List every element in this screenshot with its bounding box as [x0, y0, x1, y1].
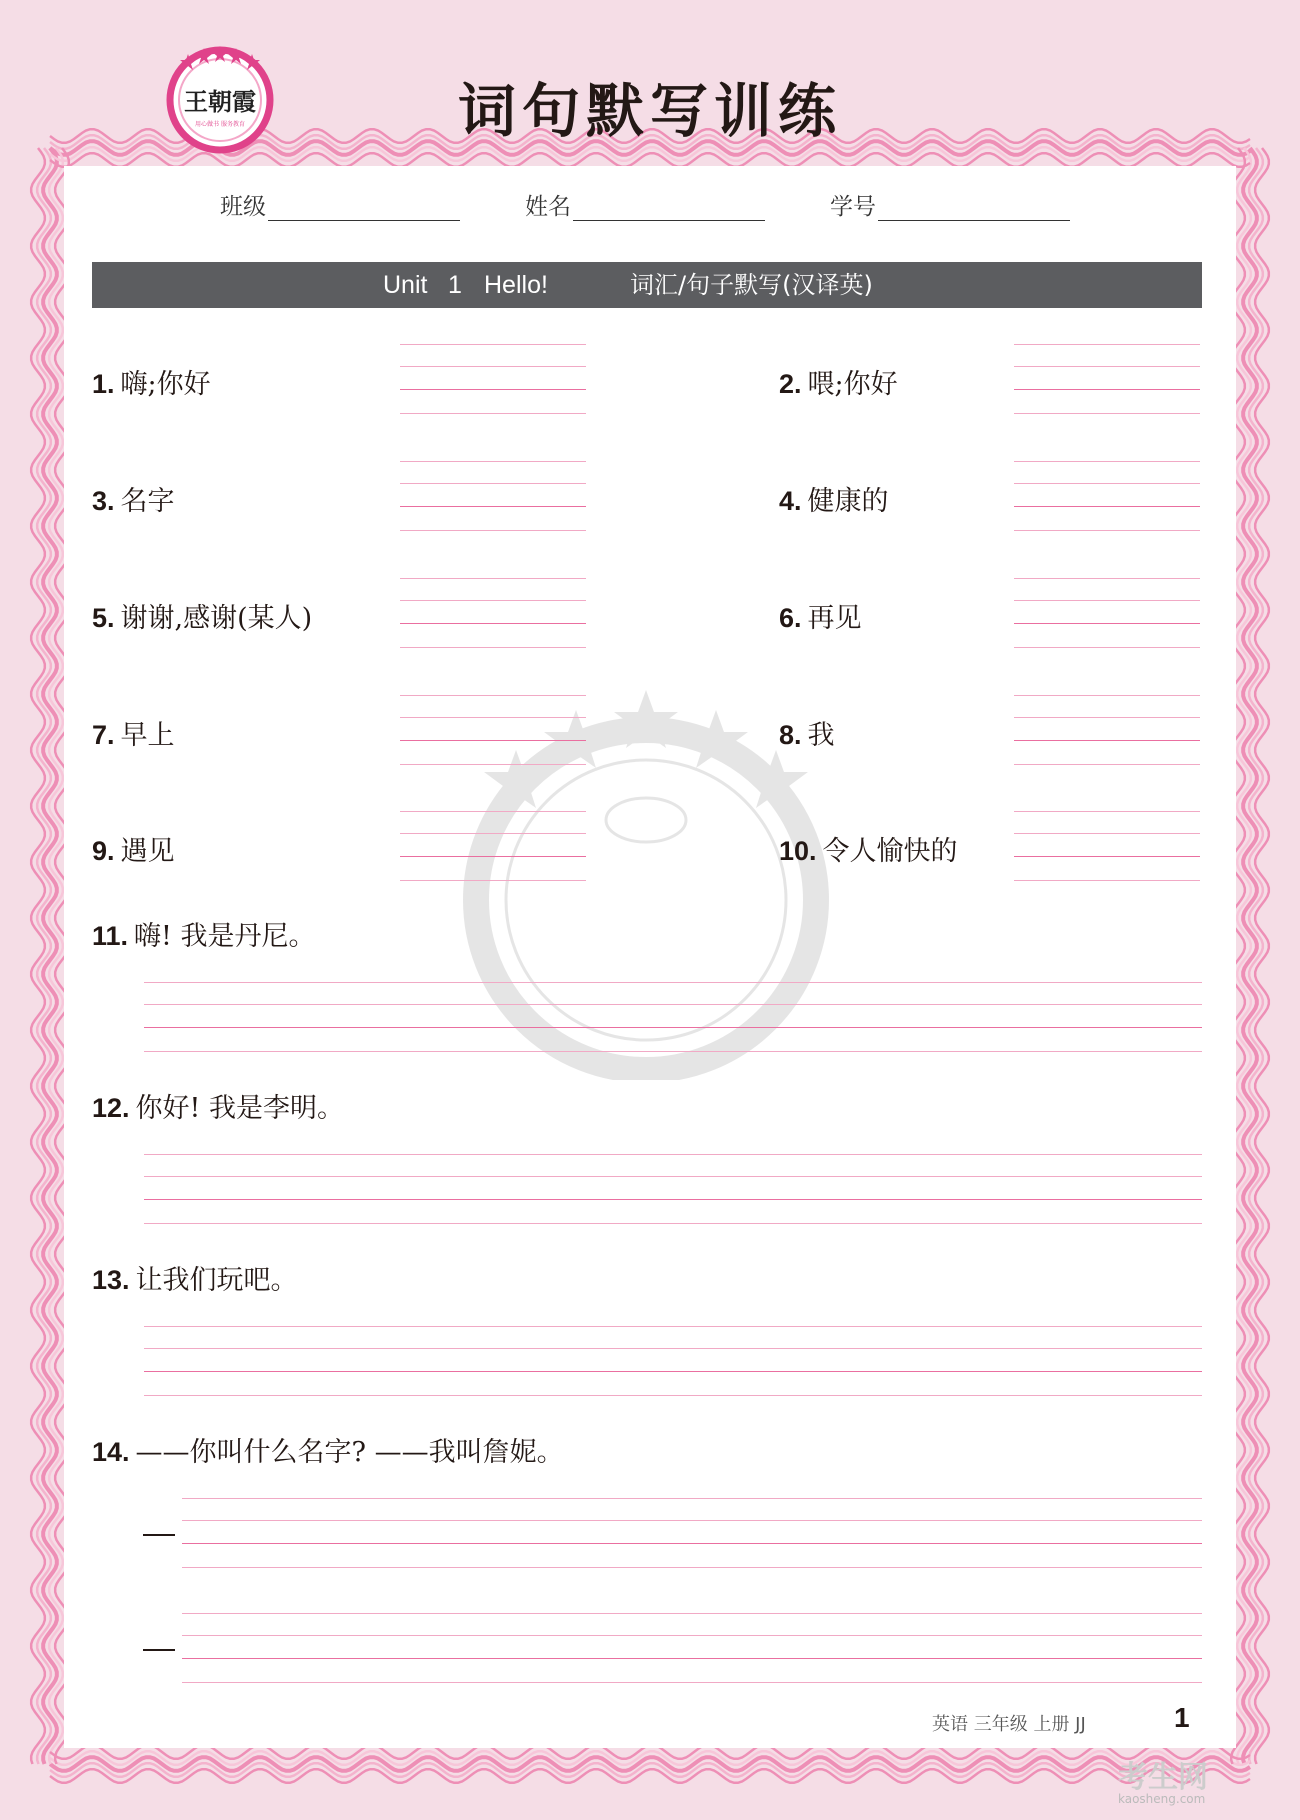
word-chinese: 我 [807, 720, 835, 751]
unit-label: Unit [383, 271, 428, 299]
item-number: 7. [92, 720, 115, 750]
item-number: 4. [779, 486, 802, 516]
sentence-writing-lines[interactable] [144, 1154, 1202, 1224]
book-info: 英语 三年级 上册 JJ [932, 1714, 1086, 1735]
word-prompt [779, 596, 862, 635]
item-number: 5. [92, 603, 115, 633]
corner-watermark [1118, 1752, 1208, 1806]
sentence-prompt [92, 1430, 564, 1469]
word-chinese: 名字 [120, 486, 175, 517]
item-number: 10. [779, 836, 817, 866]
sentence-prompt [92, 1086, 344, 1125]
word-chinese: 谢谢,感谢(某人) [120, 603, 313, 634]
dialogue-dash [143, 1534, 175, 1536]
answer-writing-lines[interactable] [1014, 811, 1200, 881]
name-label: 姓名 [525, 194, 571, 220]
answer-writing-lines[interactable] [400, 578, 586, 648]
answer-writing-lines[interactable] [1014, 578, 1200, 648]
page-title: 词句默写训练 [457, 77, 842, 145]
word-chinese: 再见 [807, 603, 862, 634]
item-number: 6. [779, 603, 802, 633]
item-number: 11. [92, 921, 129, 951]
name-field[interactable] [525, 188, 765, 221]
sentence-chinese: 嗨! 我是丹尼。 [134, 921, 316, 952]
unit-number: 1 [448, 271, 462, 299]
word-chinese: 遇见 [120, 836, 175, 867]
word-prompt [779, 829, 958, 868]
answer-writing-lines[interactable] [1014, 695, 1200, 765]
word-chinese: 令人愉快的 [822, 836, 958, 867]
item-number: 13. [92, 1265, 130, 1295]
item-number: 14. [92, 1437, 130, 1467]
dialogue-dash [143, 1649, 175, 1651]
student-id-field[interactable] [830, 188, 1070, 221]
page-number: 1 [1174, 1702, 1190, 1733]
word-prompt [92, 713, 175, 752]
answer-writing-lines[interactable] [1014, 461, 1200, 531]
word-chinese: 嗨;你好 [120, 369, 211, 400]
word-prompt [779, 713, 835, 752]
word-prompt [92, 829, 175, 868]
name-input-line[interactable] [573, 194, 765, 221]
class-field[interactable] [220, 188, 460, 221]
sentence-writing-lines[interactable] [144, 982, 1202, 1052]
item-number: 2. [779, 369, 802, 399]
sentence-chinese: 你好! 我是李明。 [135, 1093, 344, 1124]
item-number: 3. [92, 486, 115, 516]
section-title: 词汇/句子默写(汉译英) [630, 271, 873, 299]
answer-writing-lines[interactable] [400, 811, 586, 881]
item-number: 12. [92, 1093, 130, 1123]
answer-writing-lines[interactable] [400, 344, 586, 414]
logo-slogan: 用心做书 服务教育 [195, 121, 245, 128]
sentence-chinese: 让我们玩吧。 [135, 1265, 298, 1296]
word-chinese: 喂;你好 [807, 369, 898, 400]
corner-watermark-text: 考生网 [1118, 1760, 1208, 1795]
student-id-input-line[interactable] [878, 194, 1070, 221]
word-chinese: 早上 [120, 720, 175, 751]
word-prompt [779, 479, 889, 518]
word-prompt [92, 479, 175, 518]
item-number: 8. [779, 720, 802, 750]
word-prompt [92, 362, 211, 401]
student-id-label: 学号 [830, 194, 876, 220]
sentence-prompt [92, 1258, 298, 1297]
word-prompt [92, 596, 312, 635]
sentence-writing-lines[interactable] [182, 1613, 1202, 1683]
sentence-writing-lines[interactable] [182, 1498, 1202, 1568]
sentence-writing-lines[interactable] [144, 1326, 1202, 1396]
word-chinese: 健康的 [807, 486, 889, 517]
class-input-line[interactable] [268, 194, 460, 221]
unit-name: Hello! [484, 271, 548, 299]
answer-writing-lines[interactable] [1014, 344, 1200, 414]
item-number: 1. [92, 369, 115, 399]
unit-banner [92, 262, 1202, 308]
corner-watermark-url: kaosheng.com [1118, 1792, 1206, 1806]
logo-text: 王朝霞 [184, 87, 256, 116]
sentence-prompt [92, 914, 315, 953]
item-number: 9. [92, 836, 115, 866]
class-label: 班级 [220, 194, 266, 220]
answer-writing-lines[interactable] [400, 461, 586, 531]
answer-writing-lines[interactable] [400, 695, 586, 765]
word-prompt [779, 362, 898, 401]
sentence-chinese: ——你叫什么名字? ——我叫詹妮。 [135, 1437, 564, 1468]
